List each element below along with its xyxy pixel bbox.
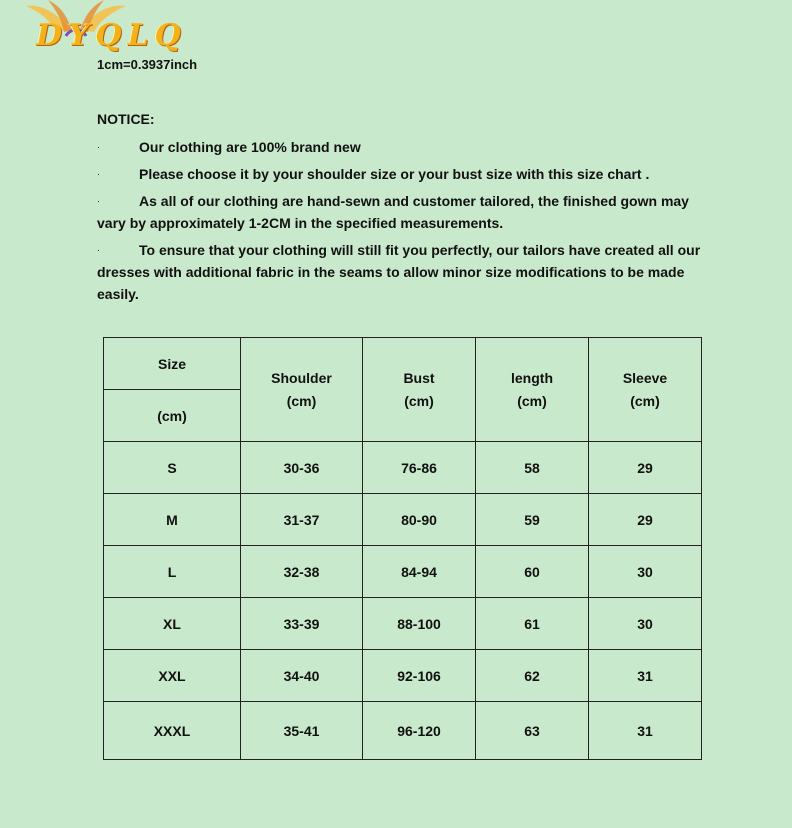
- shoulder-header: Shoulder (cm): [241, 338, 363, 442]
- measurement-cell: 62: [476, 650, 589, 702]
- bullet: ·: [97, 196, 100, 206]
- measurement-cell: 30-36: [241, 442, 363, 494]
- size-chart-table: [103, 337, 702, 760]
- table-row: [104, 494, 702, 546]
- measurement-cell: 33-39: [241, 598, 363, 650]
- measurement-cell: 76-86: [363, 442, 476, 494]
- size-cell: M: [104, 494, 241, 546]
- measurement-cell: 92-106: [363, 650, 476, 702]
- size-cell: XXL: [104, 650, 241, 702]
- notice-item: [97, 136, 709, 158]
- size-cell: L: [104, 546, 241, 598]
- length-header: length (cm): [476, 338, 589, 442]
- notice-item: [97, 163, 709, 185]
- bust-header: Bust (cm): [363, 338, 476, 442]
- measurement-cell: 30: [589, 546, 702, 598]
- brand-logo: [26, 0, 196, 58]
- sleeve-header: Sleeve (cm): [589, 338, 702, 442]
- size-header: Size: [104, 338, 241, 390]
- measurement-cell: 61: [476, 598, 589, 650]
- size-cell: S: [104, 442, 241, 494]
- measurement-cell: 29: [589, 442, 702, 494]
- measurement-cell: 35-41: [241, 702, 363, 760]
- unit-conversion: 1cm=0.3937inch: [97, 57, 198, 72]
- measurement-cell: 60: [476, 546, 589, 598]
- bullet: ·: [97, 245, 100, 255]
- measurement-cell: 88-100: [363, 598, 476, 650]
- notice-text: Our clothing are 100% brand new: [139, 139, 361, 155]
- notice-text: Please choose it by your shoulder size or your bust size with this size chart .: [139, 166, 650, 182]
- notice-text: To ensure that your clothing will still fit you perfectly, our tailors have created all our dresses with additional fabric in the seams to allow minor size modifications to be made easily.: [97, 242, 701, 302]
- table-row: [104, 702, 702, 760]
- size-unit-header: (cm): [104, 390, 241, 442]
- measurement-cell: 29: [589, 494, 702, 546]
- notice-list: [97, 136, 709, 310]
- measurement-cell: 84-94: [363, 546, 476, 598]
- table-row: [104, 546, 702, 598]
- logo-text: DYQLQ: [36, 18, 187, 53]
- measurement-cell: 96-120: [363, 702, 476, 760]
- measurement-cell: 59: [476, 494, 589, 546]
- table-row: [104, 598, 702, 650]
- table-row: [104, 650, 702, 702]
- measurement-cell: 34-40: [241, 650, 363, 702]
- size-cell: XL: [104, 598, 241, 650]
- notice-text: As all of our clothing are hand-sewn and customer tailored, the finished gown may vary by approximately 1-2CM in the specified measurements.: [97, 193, 689, 231]
- size-cell: XXXL: [104, 702, 241, 760]
- notice-item: [97, 190, 709, 234]
- measurement-cell: 32-38: [241, 546, 363, 598]
- measurement-cell: 80-90: [363, 494, 476, 546]
- notice-item: [97, 239, 709, 305]
- measurement-cell: 31: [589, 702, 702, 760]
- table-row: [104, 442, 702, 494]
- measurement-cell: 30: [589, 598, 702, 650]
- measurement-cell: 31-37: [241, 494, 363, 546]
- bullet: ·: [97, 169, 100, 179]
- measurement-cell: 31: [589, 650, 702, 702]
- measurement-cell: 63: [476, 702, 589, 760]
- notice-title: NOTICE:: [97, 111, 155, 127]
- measurement-cell: 58: [476, 442, 589, 494]
- bullet: ·: [97, 142, 100, 152]
